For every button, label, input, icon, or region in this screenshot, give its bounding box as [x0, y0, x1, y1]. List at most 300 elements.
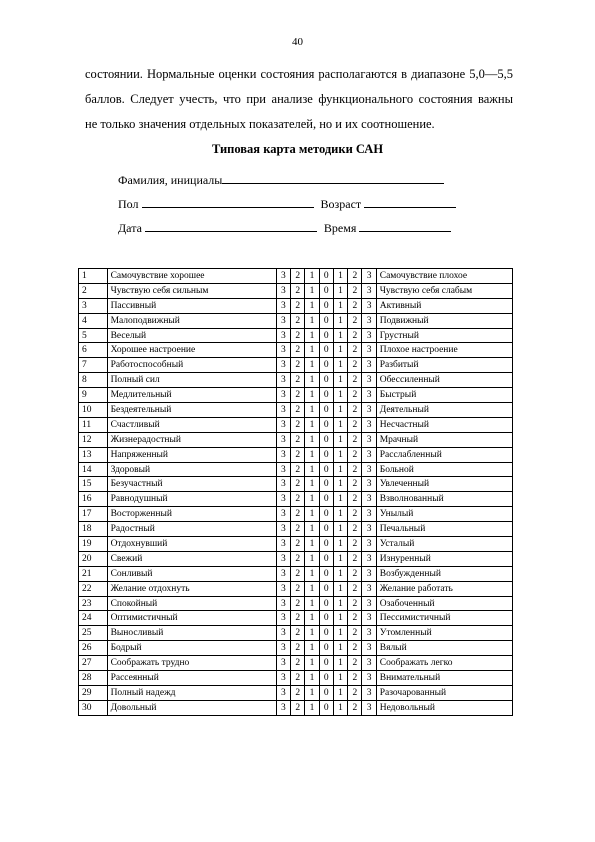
scale-score-cell[interactable]: 0: [319, 522, 333, 537]
scale-score-cell[interactable]: 1: [333, 447, 347, 462]
positive-pole-label: Напряженный: [107, 447, 276, 462]
negative-pole-label: Внимательный: [376, 671, 512, 686]
scale-score-cell[interactable]: 0: [319, 388, 333, 403]
scale-score-cell[interactable]: 3: [362, 671, 376, 686]
scale-score-cell[interactable]: 3: [276, 283, 290, 298]
scale-score-cell[interactable]: 1: [333, 641, 347, 656]
scale-score-cell[interactable]: 2: [291, 566, 305, 581]
scale-score-cell[interactable]: 1: [305, 417, 319, 432]
scale-score-cell[interactable]: 3: [276, 551, 290, 566]
scale-score-cell[interactable]: 3: [276, 447, 290, 462]
scale-score-cell[interactable]: 0: [319, 507, 333, 522]
scale-score-cell[interactable]: 1: [305, 477, 319, 492]
scale-score-cell[interactable]: 2: [348, 656, 362, 671]
scale-score-cell[interactable]: 1: [333, 566, 347, 581]
positive-pole-label: Полный сил: [107, 373, 276, 388]
scale-score-cell[interactable]: 2: [348, 626, 362, 641]
scale-score-cell[interactable]: 2: [348, 507, 362, 522]
scale-score-cell[interactable]: 2: [291, 507, 305, 522]
scale-score-cell[interactable]: 0: [319, 358, 333, 373]
age-blank[interactable]: [364, 196, 456, 208]
scale-score-cell[interactable]: 0: [319, 611, 333, 626]
date-label: Дата: [118, 221, 142, 235]
scale-score-cell[interactable]: 3: [362, 328, 376, 343]
scale-score-cell[interactable]: 0: [319, 343, 333, 358]
scale-score-cell[interactable]: 2: [291, 417, 305, 432]
scale-score-cell[interactable]: 1: [305, 358, 319, 373]
row-number: 18: [79, 522, 108, 537]
scale-score-cell[interactable]: 3: [276, 298, 290, 313]
table-row: [79, 417, 513, 432]
scale-score-cell[interactable]: 3: [276, 492, 290, 507]
row-number: 14: [79, 462, 108, 477]
table-row: [79, 373, 513, 388]
scale-score-cell[interactable]: 1: [333, 417, 347, 432]
scale-score-cell[interactable]: 1: [333, 283, 347, 298]
positive-pole-label: Спокойный: [107, 596, 276, 611]
scale-score-cell[interactable]: 1: [333, 358, 347, 373]
negative-pole-label: Плохое настроение: [376, 343, 512, 358]
card-title: Типовая карта методики САН: [211, 142, 384, 156]
row-number: 6: [79, 343, 108, 358]
scale-score-cell[interactable]: 1: [305, 656, 319, 671]
table-row: [79, 298, 513, 313]
scale-score-cell[interactable]: 2: [291, 596, 305, 611]
scale-score-cell[interactable]: 3: [276, 611, 290, 626]
scale-score-cell[interactable]: 1: [333, 269, 347, 284]
scale-score-cell[interactable]: 3: [276, 700, 290, 715]
scale-score-cell[interactable]: 1: [333, 373, 347, 388]
negative-pole-label: Самочувствие плохое: [376, 269, 512, 284]
negative-pole-label: Быстрый: [376, 388, 512, 403]
scale-score-cell[interactable]: 3: [362, 358, 376, 373]
scale-score-cell[interactable]: 2: [348, 671, 362, 686]
positive-pole-label: Жизнерадостный: [107, 432, 276, 447]
table-row: [79, 343, 513, 358]
table-row: [79, 447, 513, 462]
scale-score-cell[interactable]: 3: [362, 298, 376, 313]
scale-score-cell[interactable]: 1: [333, 611, 347, 626]
positive-pole-label: Веселый: [107, 328, 276, 343]
scale-score-cell[interactable]: 3: [276, 269, 290, 284]
positive-pole-label: Работоспособный: [107, 358, 276, 373]
scale-score-cell[interactable]: 3: [276, 581, 290, 596]
scale-score-cell[interactable]: 3: [362, 388, 376, 403]
scale-score-cell[interactable]: 2: [348, 403, 362, 418]
scale-score-cell[interactable]: 2: [291, 343, 305, 358]
table-row: [79, 700, 513, 715]
paragraph-line: баллов. Следует учесть, что при анализе функционального состояния важны: [85, 92, 513, 106]
negative-pole-label: Вялый: [376, 641, 512, 656]
scale-score-cell[interactable]: 1: [333, 492, 347, 507]
scale-score-cell[interactable]: 2: [348, 537, 362, 552]
scale-score-cell[interactable]: 1: [305, 581, 319, 596]
scale-score-cell[interactable]: 2: [348, 596, 362, 611]
scale-score-cell[interactable]: 2: [291, 477, 305, 492]
row-number: 9: [79, 388, 108, 403]
scale-score-cell[interactable]: 0: [319, 373, 333, 388]
scale-score-cell[interactable]: 3: [362, 507, 376, 522]
negative-pole-label: Чувствую себя слабым: [376, 283, 512, 298]
negative-pole-label: Расслабленный: [376, 447, 512, 462]
scale-score-cell[interactable]: 3: [362, 656, 376, 671]
scale-score-cell[interactable]: 3: [362, 581, 376, 596]
table-row: [79, 283, 513, 298]
scale-score-cell[interactable]: 1: [333, 507, 347, 522]
table-row: [79, 403, 513, 418]
scale-score-cell[interactable]: 1: [333, 671, 347, 686]
negative-pole-label: Обессиленный: [376, 373, 512, 388]
scale-score-cell[interactable]: 2: [348, 328, 362, 343]
scale-score-cell[interactable]: 0: [319, 328, 333, 343]
scale-score-cell[interactable]: 2: [348, 492, 362, 507]
table-row: [79, 656, 513, 671]
scale-score-cell[interactable]: 1: [305, 522, 319, 537]
row-number: 10: [79, 403, 108, 418]
scale-score-cell[interactable]: 3: [362, 269, 376, 284]
scale-score-cell[interactable]: 2: [348, 313, 362, 328]
scale-score-cell[interactable]: 3: [362, 462, 376, 477]
scale-score-cell[interactable]: 1: [305, 462, 319, 477]
scale-score-cell[interactable]: 2: [348, 388, 362, 403]
scale-score-cell[interactable]: 3: [362, 447, 376, 462]
scale-score-cell[interactable]: 0: [319, 641, 333, 656]
scale-score-cell[interactable]: 1: [305, 626, 319, 641]
scale-score-cell[interactable]: 3: [362, 343, 376, 358]
table-row: [79, 388, 513, 403]
scale-score-cell[interactable]: 1: [333, 298, 347, 313]
positive-pole-label: Пассивный: [107, 298, 276, 313]
scale-score-cell[interactable]: 3: [362, 551, 376, 566]
positive-pole-label: Радостный: [107, 522, 276, 537]
scale-score-cell[interactable]: 0: [319, 537, 333, 552]
scale-score-cell[interactable]: 1: [333, 432, 347, 447]
scale-score-cell[interactable]: 1: [305, 298, 319, 313]
negative-pole-label: Усталый: [376, 537, 512, 552]
negative-pole-label: Грустный: [376, 328, 512, 343]
negative-pole-label: Несчастный: [376, 417, 512, 432]
scale-score-cell[interactable]: 1: [333, 551, 347, 566]
scale-score-cell[interactable]: 0: [319, 700, 333, 715]
scale-score-cell[interactable]: 2: [348, 551, 362, 566]
row-number: 17: [79, 507, 108, 522]
row-number: 25: [79, 626, 108, 641]
scale-score-cell[interactable]: 1: [305, 700, 319, 715]
scale-score-cell[interactable]: 1: [305, 269, 319, 284]
scale-score-cell[interactable]: 3: [276, 641, 290, 656]
name-blank[interactable]: [222, 172, 444, 184]
table-row: [79, 537, 513, 552]
scale-score-cell[interactable]: 1: [305, 551, 319, 566]
scale-score-cell[interactable]: 3: [276, 596, 290, 611]
scale-score-cell[interactable]: 1: [305, 566, 319, 581]
scale-score-cell[interactable]: 3: [276, 477, 290, 492]
scale-score-cell[interactable]: 1: [305, 537, 319, 552]
scale-score-cell[interactable]: 3: [276, 373, 290, 388]
row-number: 20: [79, 551, 108, 566]
scale-score-cell[interactable]: 1: [333, 537, 347, 552]
scale-score-cell[interactable]: 0: [319, 447, 333, 462]
scale-score-cell[interactable]: 2: [348, 462, 362, 477]
scale-score-cell[interactable]: 1: [305, 596, 319, 611]
scale-score-cell[interactable]: 0: [319, 269, 333, 284]
scale-score-cell[interactable]: 2: [348, 283, 362, 298]
scale-score-cell[interactable]: 3: [362, 283, 376, 298]
positive-pole-label: Бездеятельный: [107, 403, 276, 418]
scale-score-cell[interactable]: 2: [291, 671, 305, 686]
scale-score-cell[interactable]: 3: [276, 566, 290, 581]
row-number: 27: [79, 656, 108, 671]
negative-pole-label: Печальный: [376, 522, 512, 537]
table-row: [79, 566, 513, 581]
scale-score-cell[interactable]: 1: [333, 596, 347, 611]
scale-score-cell[interactable]: 2: [291, 641, 305, 656]
scale-score-cell[interactable]: 2: [291, 269, 305, 284]
scale-score-cell[interactable]: 2: [291, 432, 305, 447]
row-number: 5: [79, 328, 108, 343]
scale-score-cell[interactable]: 1: [305, 328, 319, 343]
scale-score-cell[interactable]: 3: [362, 626, 376, 641]
scale-score-cell[interactable]: 1: [333, 626, 347, 641]
positive-pole-label: Сонливый: [107, 566, 276, 581]
scale-score-cell[interactable]: 3: [362, 566, 376, 581]
scale-score-cell[interactable]: 3: [276, 626, 290, 641]
row-number: 12: [79, 432, 108, 447]
scale-score-cell[interactable]: 1: [305, 403, 319, 418]
scale-score-cell[interactable]: 1: [333, 685, 347, 700]
scale-score-cell[interactable]: 3: [362, 641, 376, 656]
scale-score-cell[interactable]: 3: [276, 462, 290, 477]
scale-score-cell[interactable]: 2: [348, 685, 362, 700]
scale-score-cell[interactable]: 1: [305, 432, 319, 447]
scale-score-cell[interactable]: 0: [319, 626, 333, 641]
scale-score-cell[interactable]: 1: [305, 388, 319, 403]
positive-pole-label: Отдохнувший: [107, 537, 276, 552]
negative-pole-label: Желание работать: [376, 581, 512, 596]
positive-pole-label: Самочувствие хорошее: [107, 269, 276, 284]
scale-score-cell[interactable]: 2: [291, 403, 305, 418]
negative-pole-label: Изнуренный: [376, 551, 512, 566]
scale-score-cell[interactable]: 2: [348, 343, 362, 358]
positive-pole-label: Хорошее настроение: [107, 343, 276, 358]
scale-score-cell[interactable]: 3: [276, 656, 290, 671]
scale-score-cell[interactable]: 0: [319, 656, 333, 671]
positive-pole-label: Равнодушный: [107, 492, 276, 507]
scale-score-cell[interactable]: 2: [291, 447, 305, 462]
scale-score-cell[interactable]: 1: [333, 522, 347, 537]
scale-score-cell[interactable]: 2: [291, 537, 305, 552]
scale-score-cell[interactable]: 0: [319, 566, 333, 581]
scale-score-cell[interactable]: 0: [319, 403, 333, 418]
scale-score-cell[interactable]: 2: [291, 626, 305, 641]
positive-pole-label: Безучастный: [107, 477, 276, 492]
scale-score-cell[interactable]: 2: [348, 358, 362, 373]
scale-score-cell[interactable]: 1: [333, 700, 347, 715]
scale-score-cell[interactable]: 3: [362, 313, 376, 328]
scale-score-cell[interactable]: 3: [276, 685, 290, 700]
table-row: [79, 507, 513, 522]
scale-score-cell[interactable]: 2: [348, 477, 362, 492]
scale-score-cell[interactable]: 3: [362, 432, 376, 447]
scale-score-cell[interactable]: 2: [291, 581, 305, 596]
scale-score-cell[interactable]: 1: [333, 313, 347, 328]
scale-score-cell[interactable]: 0: [319, 298, 333, 313]
scale-score-cell[interactable]: 2: [291, 388, 305, 403]
scale-score-cell[interactable]: 2: [291, 313, 305, 328]
negative-pole-label: Утомленный: [376, 626, 512, 641]
scale-score-cell[interactable]: 0: [319, 313, 333, 328]
row-number: 28: [79, 671, 108, 686]
positive-pole-label: Медлительный: [107, 388, 276, 403]
scale-score-cell[interactable]: 1: [305, 313, 319, 328]
scale-score-cell[interactable]: 3: [362, 417, 376, 432]
scale-score-cell[interactable]: 0: [319, 551, 333, 566]
scale-score-cell[interactable]: 1: [333, 343, 347, 358]
scale-score-cell[interactable]: 2: [291, 522, 305, 537]
positive-pole-label: Свежий: [107, 551, 276, 566]
scale-score-cell[interactable]: 1: [333, 328, 347, 343]
row-number: 22: [79, 581, 108, 596]
scale-score-cell[interactable]: 1: [305, 611, 319, 626]
positive-pole-label: Довольный: [107, 700, 276, 715]
scale-score-cell[interactable]: 3: [362, 373, 376, 388]
scale-score-cell[interactable]: 3: [362, 492, 376, 507]
scale-score-cell[interactable]: 1: [305, 283, 319, 298]
row-number: 26: [79, 641, 108, 656]
scale-score-cell[interactable]: 1: [305, 507, 319, 522]
positive-pole-label: Восторженный: [107, 507, 276, 522]
scale-score-cell[interactable]: 1: [305, 492, 319, 507]
scale-score-cell[interactable]: 2: [291, 373, 305, 388]
scale-score-cell[interactable]: 2: [291, 298, 305, 313]
date-blank[interactable]: [145, 220, 317, 232]
row-number: 8: [79, 373, 108, 388]
paragraph-line: состоянии. Нормальные оценки состояния располагаются в диапазоне 5,0—5,5: [85, 67, 513, 81]
scale-score-cell[interactable]: 2: [348, 522, 362, 537]
scale-score-cell[interactable]: 2: [348, 447, 362, 462]
positive-pole-label: Чувствую себя сильным: [107, 283, 276, 298]
positive-pole-label: Соображать трудно: [107, 656, 276, 671]
scale-score-cell[interactable]: 2: [291, 492, 305, 507]
scale-score-cell[interactable]: 2: [291, 328, 305, 343]
scale-score-cell[interactable]: 3: [276, 313, 290, 328]
scale-score-cell[interactable]: 3: [362, 477, 376, 492]
scale-score-cell[interactable]: 2: [348, 373, 362, 388]
scale-score-cell[interactable]: 3: [276, 358, 290, 373]
scale-score-cell[interactable]: 0: [319, 671, 333, 686]
scale-score-cell[interactable]: 2: [348, 641, 362, 656]
scale-score-cell[interactable]: 0: [319, 283, 333, 298]
scale-score-cell[interactable]: 1: [333, 581, 347, 596]
scale-score-cell[interactable]: 2: [291, 551, 305, 566]
negative-pole-label: Пессимистичный: [376, 611, 512, 626]
scale-score-cell[interactable]: 0: [319, 492, 333, 507]
scale-score-cell[interactable]: 0: [319, 462, 333, 477]
scale-score-cell[interactable]: 3: [276, 417, 290, 432]
scale-score-cell[interactable]: 2: [291, 283, 305, 298]
scale-score-cell[interactable]: 1: [333, 403, 347, 418]
table-row: [79, 626, 513, 641]
scale-score-cell[interactable]: 3: [362, 596, 376, 611]
scale-score-cell[interactable]: 2: [348, 611, 362, 626]
scale-score-cell[interactable]: 2: [291, 700, 305, 715]
negative-pole-label: Возбужденный: [376, 566, 512, 581]
scale-score-cell[interactable]: 1: [305, 641, 319, 656]
scale-score-cell[interactable]: 2: [348, 700, 362, 715]
row-number: 21: [79, 566, 108, 581]
scale-score-cell[interactable]: 1: [305, 373, 319, 388]
scale-score-cell[interactable]: 3: [276, 432, 290, 447]
scale-score-cell[interactable]: 2: [348, 581, 362, 596]
scale-score-cell[interactable]: 3: [276, 343, 290, 358]
scale-score-cell[interactable]: 1: [305, 685, 319, 700]
scale-score-cell[interactable]: 3: [276, 507, 290, 522]
date-time-field: [118, 220, 451, 236]
scale-score-cell[interactable]: 2: [291, 358, 305, 373]
negative-pole-label: Озабоченный: [376, 596, 512, 611]
scale-score-cell[interactable]: 2: [348, 432, 362, 447]
scale-score-cell[interactable]: 2: [348, 269, 362, 284]
scale-score-cell[interactable]: 1: [305, 343, 319, 358]
scale-score-cell[interactable]: 3: [362, 403, 376, 418]
time-blank[interactable]: [359, 220, 451, 232]
scale-score-cell[interactable]: 2: [348, 417, 362, 432]
row-number: 4: [79, 313, 108, 328]
scale-score-cell[interactable]: 0: [319, 685, 333, 700]
scale-score-cell[interactable]: 3: [276, 403, 290, 418]
scale-score-cell[interactable]: 3: [362, 700, 376, 715]
scale-score-cell[interactable]: 3: [276, 522, 290, 537]
row-number: 24: [79, 611, 108, 626]
scale-score-cell[interactable]: 1: [333, 477, 347, 492]
scale-score-cell[interactable]: 3: [362, 537, 376, 552]
san-table: [78, 268, 513, 716]
scale-score-cell[interactable]: 1: [305, 671, 319, 686]
scale-score-cell[interactable]: 3: [276, 671, 290, 686]
scale-score-cell[interactable]: 2: [348, 298, 362, 313]
table-row: [79, 269, 513, 284]
scale-score-cell[interactable]: 0: [319, 596, 333, 611]
scale-score-cell[interactable]: 3: [362, 611, 376, 626]
scale-score-cell[interactable]: 0: [319, 477, 333, 492]
scale-score-cell[interactable]: 3: [276, 537, 290, 552]
positive-pole-label: Здоровый: [107, 462, 276, 477]
scale-score-cell[interactable]: 1: [333, 388, 347, 403]
scale-score-cell[interactable]: 3: [362, 685, 376, 700]
row-number: 15: [79, 477, 108, 492]
scale-score-cell[interactable]: 2: [291, 685, 305, 700]
scale-score-cell[interactable]: 2: [291, 611, 305, 626]
scale-score-cell[interactable]: 1: [333, 656, 347, 671]
name-field: [118, 172, 444, 188]
scale-score-cell[interactable]: 2: [291, 462, 305, 477]
scale-score-cell[interactable]: 2: [291, 656, 305, 671]
scale-score-cell[interactable]: 3: [362, 522, 376, 537]
table-row: [79, 462, 513, 477]
positive-pole-label: Выносливый: [107, 626, 276, 641]
scale-score-cell[interactable]: 0: [319, 432, 333, 447]
scale-score-cell[interactable]: 2: [348, 566, 362, 581]
scale-score-cell[interactable]: 0: [319, 581, 333, 596]
scale-score-cell[interactable]: 1: [305, 447, 319, 462]
scale-score-cell[interactable]: 3: [276, 328, 290, 343]
scale-score-cell[interactable]: 1: [333, 462, 347, 477]
negative-pole-label: Больной: [376, 462, 512, 477]
negative-pole-label: Деятельный: [376, 403, 512, 418]
scale-score-cell[interactable]: 0: [319, 417, 333, 432]
sex-blank[interactable]: [142, 196, 314, 208]
scale-score-cell[interactable]: 3: [276, 388, 290, 403]
